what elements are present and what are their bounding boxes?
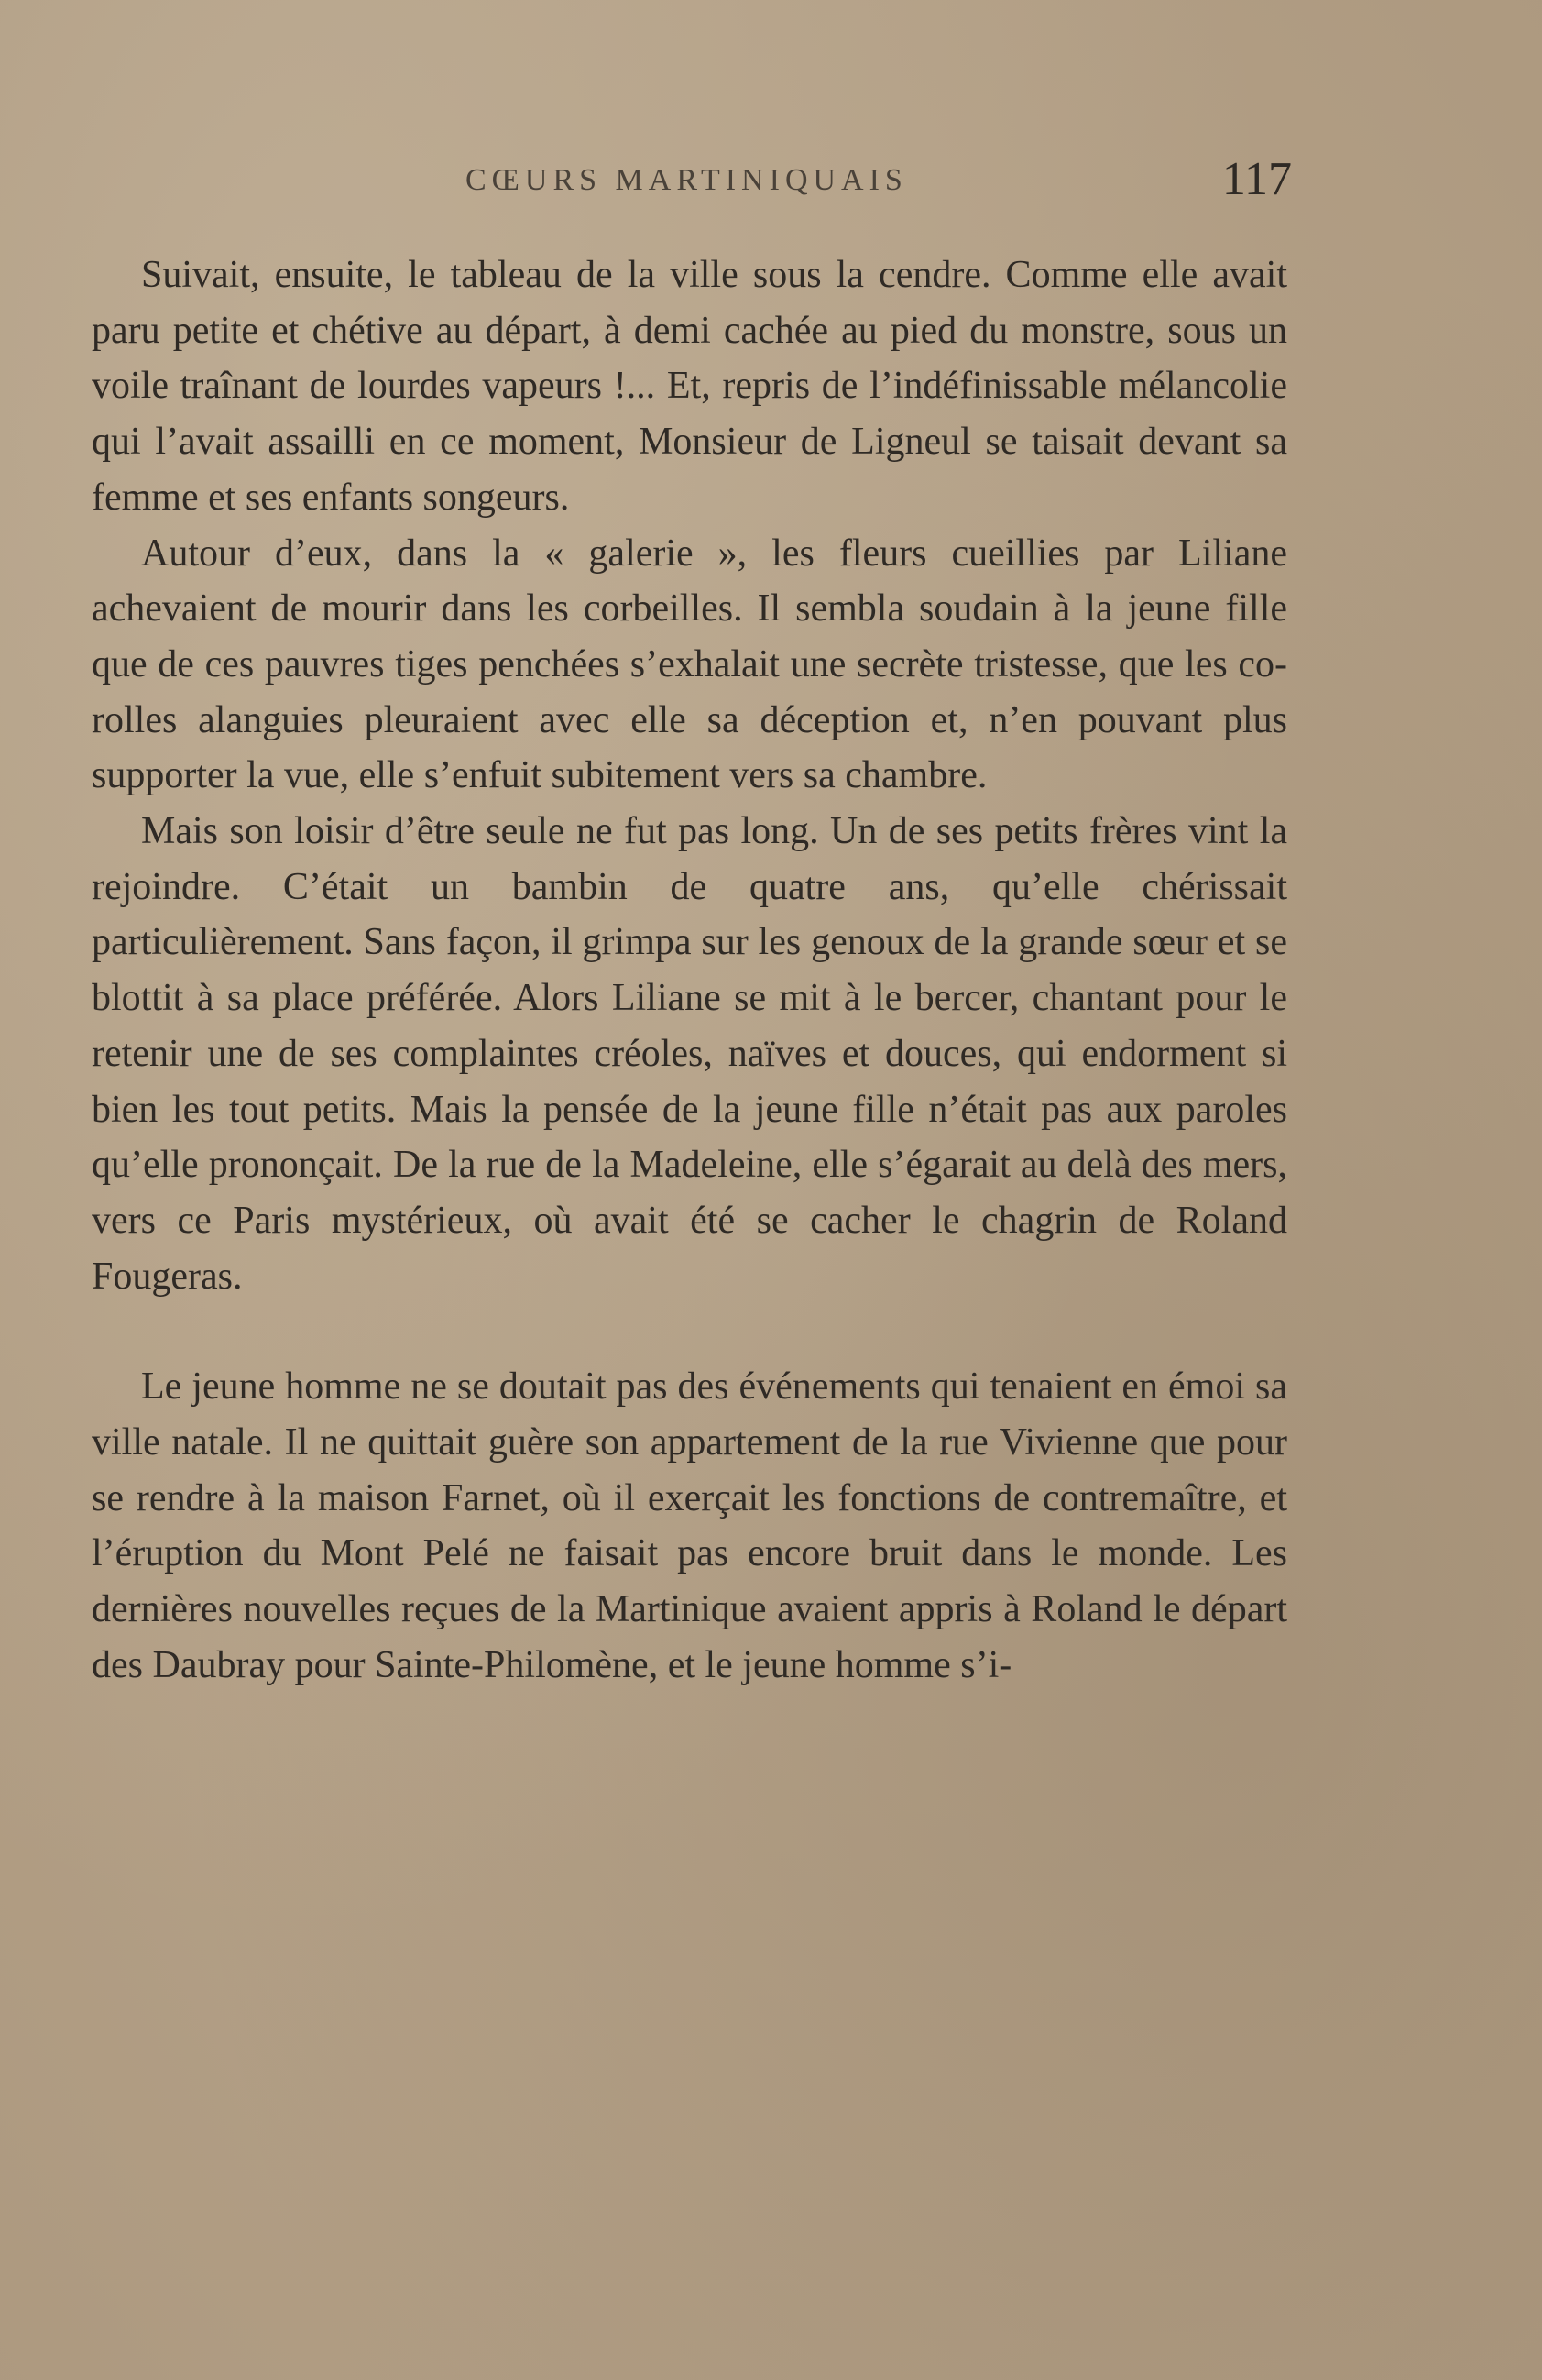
paragraph: Autour d’eux, dans la « galerie », les fleurs cueillies par Liliane achevaient de mourir dans les corbeilles. Il sembla soudain à la jeune fille que de ces pauvres tiges penchées s’exhalait une secrète tristesse, que les corolles alanguies pleuraient avec elle sa déception et, n’en pouvant plus supporter la vue, elle s’enfuit subitement vers sa chambre.: [92, 532, 1287, 797]
paragraph: Suivait, ensuite, le tableau de la ville sous la cendre. Comme elle avait paru petite et chétive au départ, à demi cachée au pied du monstre, sous un voile traînant de lourdes vapeurs !... Et, repris de l’indéfinissable mélancolie qui l’avait assailli en ce moment, Monsieur de Ligneul se taisait devant sa femme et ses enfants songeurs.: [92, 254, 1287, 519]
body-text: [92, 247, 1287, 1694]
running-title: CŒURS MARTINIQUAIS: [465, 163, 908, 197]
paragraph: Le jeune homme ne se doutait pas des événements qui tenaient en émoi sa ville natale. Il ne quittait guère son appartement de la rue Vivienne que pour se rendre à la maison Farnet, où il exerçait les fonctions de contremaître, et l’éruption du Mont Pelé ne faisait pas encore bruit dans le monde. Les dernières nouvelles reçues de la Martinique avaient appris à Roland le départ des Daubray pour Sainte-Philomène, et le jeune homme s’i-: [92, 1365, 1287, 1686]
running-head: [92, 153, 1292, 213]
page-number: 117: [1221, 153, 1292, 205]
paragraph: Mais son loisir d’être seule ne fut pas long. Un de ses petits frères vint la rejoindre. C’était un bambin de quatre ans, qu’elle chérissait particulièrement. Sans façon, il grimpa sur les genoux de la grande sœur et se blottit à sa place préférée. Alors Liliane se mit à le bercer, chantant pour le retenir une de ses complaintes créoles, naïves et douces, qui endorment si bien les tout petits. Mais la pensée de la jeune fille n’était pas aux paroles qu’elle prononçait. De la rue de la Madeleine, elle s’égarait au delà des mers, vers ce Paris mystérieux, où avait été se cacher le chagrin de Roland Fougeras.: [92, 810, 1287, 1298]
